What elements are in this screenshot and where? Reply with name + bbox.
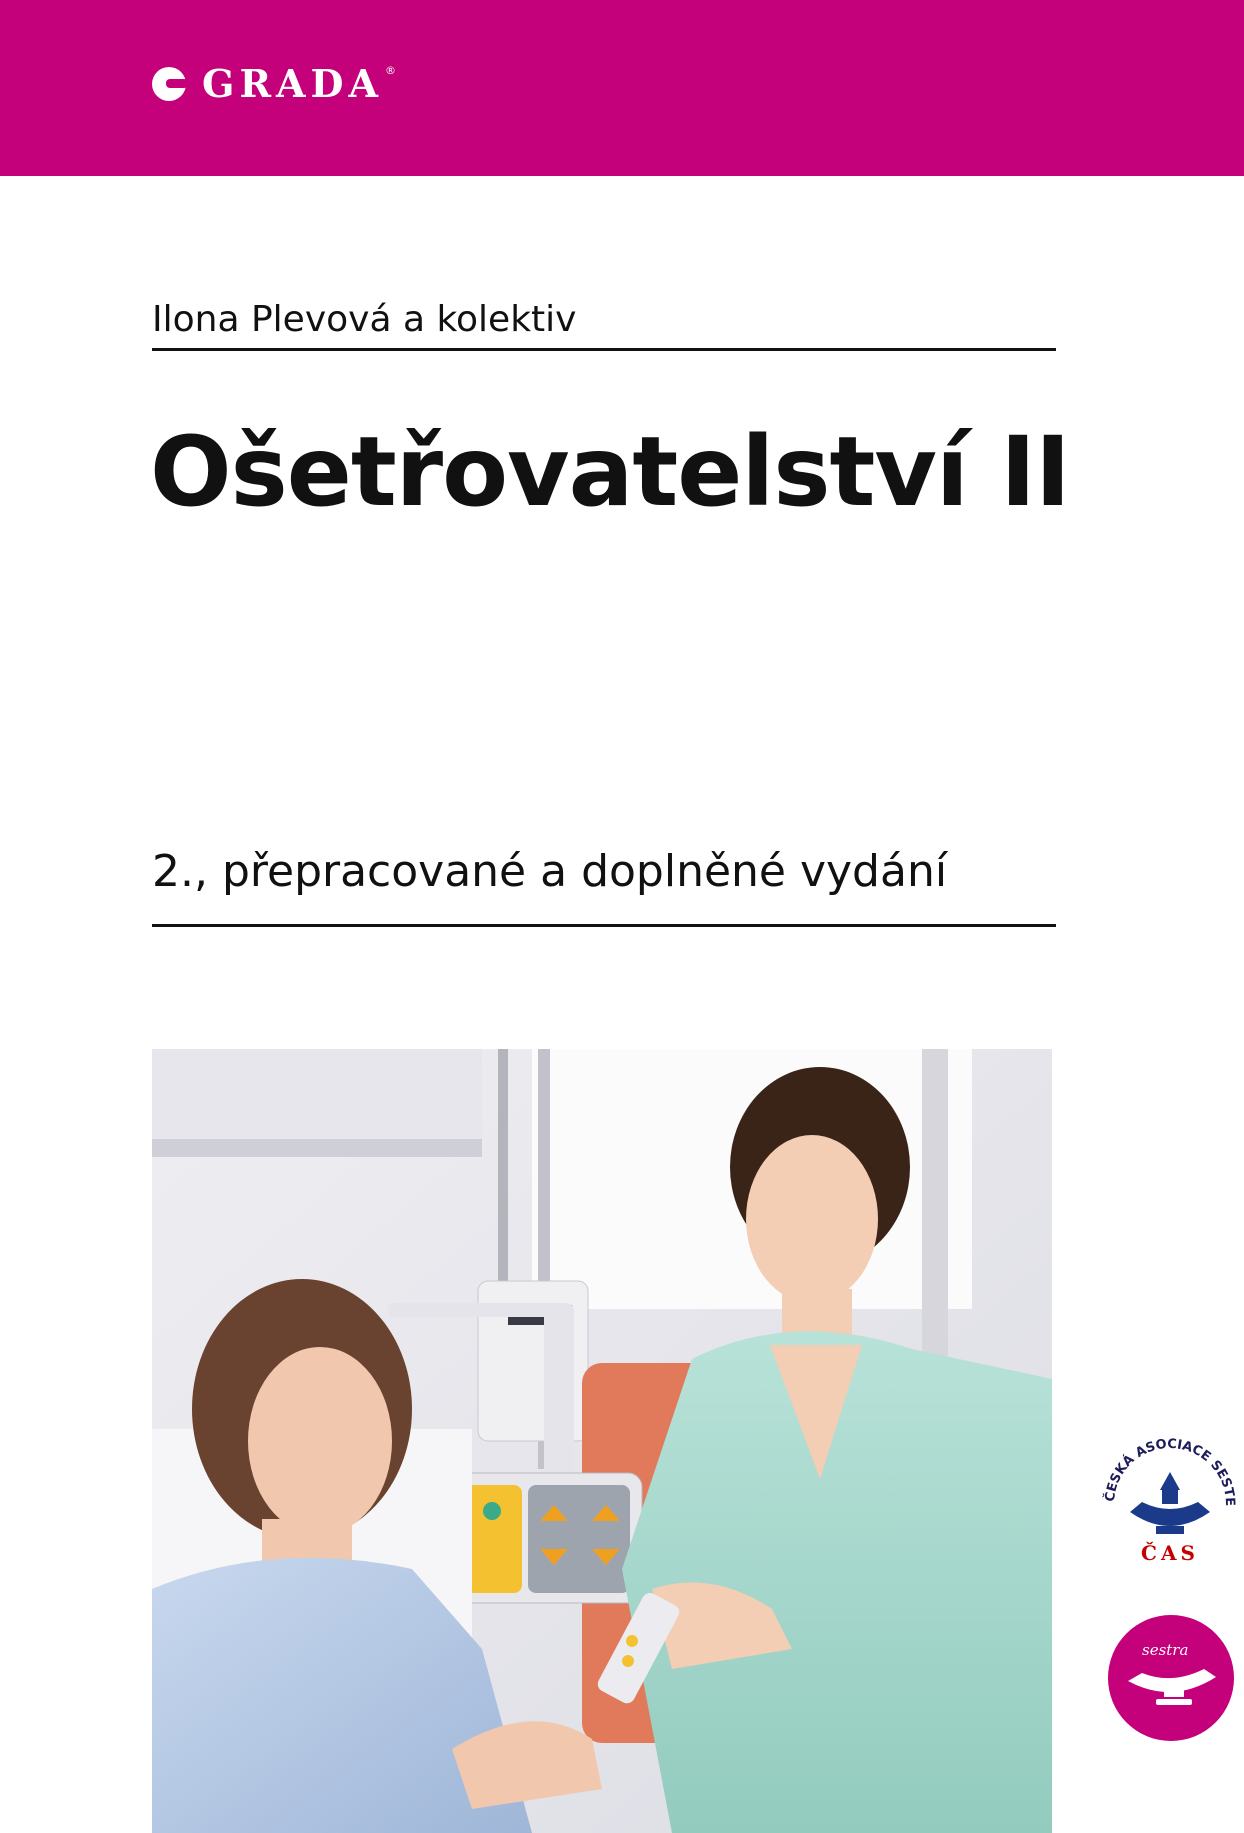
svg-text:ČESKÁ ASOCIACE SESTER: ČESKÁ ASOCIACE SESTE — [1102, 1436, 1238, 1507]
edition-note: 2., přepracované a doplněné vydání — [152, 846, 948, 897]
author-name: Ilona Plevová a kolektiv — [152, 299, 577, 340]
publisher-header-band — [0, 0, 1244, 176]
divider-top — [152, 348, 1056, 351]
sestra-badge — [1108, 1615, 1234, 1741]
registered-mark: ® — [384, 64, 396, 77]
grada-mark-icon — [152, 67, 186, 101]
svg-text:ČAS: ČAS — [1141, 1541, 1199, 1565]
publisher-logo — [152, 61, 396, 106]
cover-photo — [152, 1049, 1052, 1833]
ceska-asociace-sester-seal — [1100, 1432, 1240, 1582]
svg-text:sestra: sestra — [1142, 1641, 1189, 1659]
publisher-name: GRADA — [202, 61, 383, 106]
book-title: Ošetřovatelství II — [150, 416, 1070, 528]
divider-bottom — [152, 924, 1056, 927]
